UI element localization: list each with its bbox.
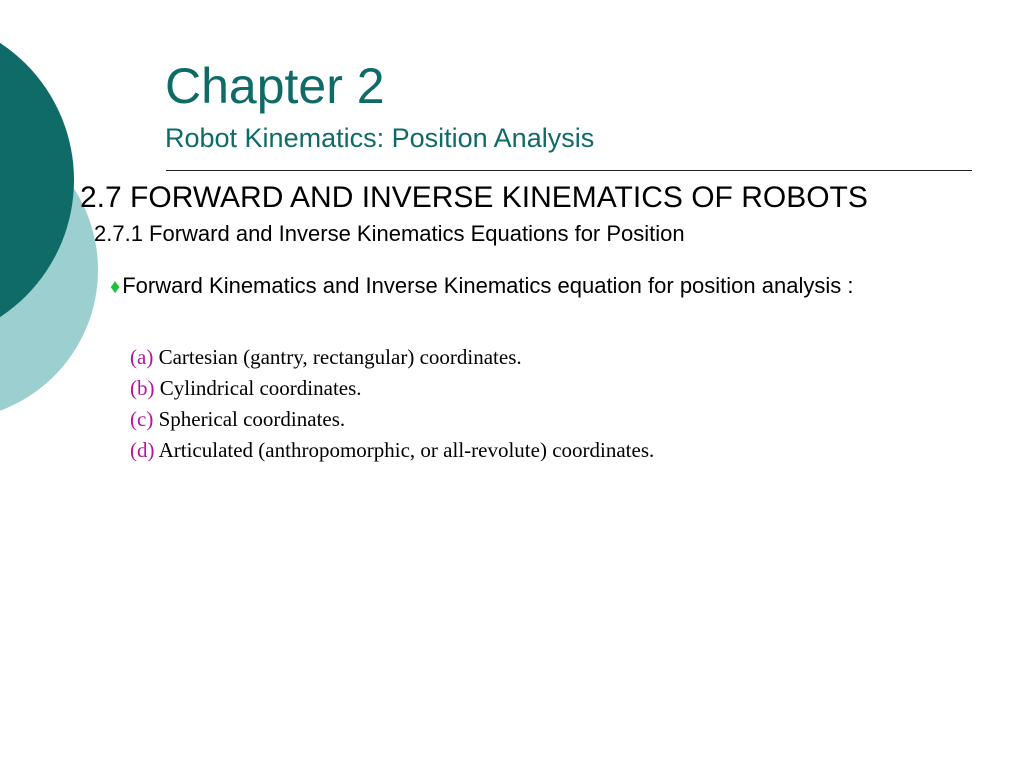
item-marker: (d) [130,438,155,462]
item-text: Articulated (anthropomorphic, or all-revolute) coordinates. [158,438,655,462]
section-heading: 2.7 FORWARD AND INVERSE KINEMATICS OF ROBOTS [80,181,868,214]
diamond-bullet-icon: ♦ [110,276,121,298]
slide-title: Chapter 2 [165,58,385,114]
bullet-point [110,272,853,301]
item-marker: (c) [130,407,154,431]
title-divider [166,170,972,171]
list-item [130,404,654,435]
subsection-heading: 2.7.1 Forward and Inverse Kinematics Equations for Position [94,221,685,246]
item-text: Spherical coordinates. [158,407,346,431]
bullet-text: Forward Kinematics and Inverse Kinematics equation for position analysis : [122,273,854,298]
item-marker: (a) [130,345,154,369]
list-item [130,342,654,373]
coordinate-list [130,342,654,466]
item-marker: (b) [130,376,155,400]
item-text: Cylindrical coordinates. [159,376,362,400]
list-item [130,373,654,404]
slide-subtitle: Robot Kinematics: Position Analysis [165,123,595,153]
list-item [130,435,654,466]
item-text: Cartesian (gantry, rectangular) coordinates. [158,345,522,369]
